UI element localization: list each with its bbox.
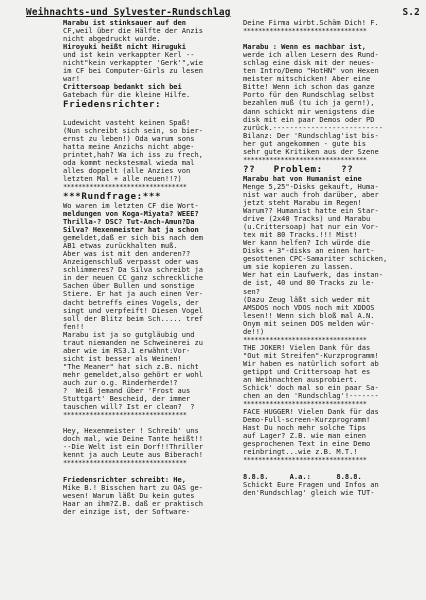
left-text-line: fen!!: [63, 321, 85, 331]
right-text-line: Disks + 3"-disks an einen hart-: [243, 246, 375, 256]
left-text-line: ernst zu leben!) Oda warum sons: [63, 133, 195, 143]
right-text-line: bezahlen muß (tu ich ja gern!),: [243, 98, 375, 108]
left-text-line: und ist kein verkappter Kerl --: [63, 50, 195, 60]
right-text-line: Porto für den Rundschlag selbst: [243, 90, 375, 100]
right-text-line: THE JOKER! Vielen Dank für das: [243, 342, 371, 352]
right-text-line: gesprochenen Text in eine Demo: [243, 439, 371, 449]
right-text-line: Deine Firma wirbt.Schäm Dich! F.: [243, 19, 379, 27]
left-text-line: letzten Mal + alle neuen!!?): [63, 173, 182, 183]
right-text-line: meister mitschicken! Aber eine: [243, 74, 371, 84]
left-text-line: Sachen über Bullen und sonstige: [63, 281, 195, 291]
page-title: Weihnachts-und Sylvester-Rundschlag: [26, 7, 231, 18]
left-text-line: (Nun schreibt sich sein, so bier-: [63, 125, 204, 135]
right-text-line: Demo-Full-screen-Kurzprogramm!: [243, 415, 371, 425]
right-text-line: her gut angekommen - gute bis: [243, 138, 367, 148]
separator-line: *********************************: [243, 456, 367, 465]
separator-line: *********************************: [243, 27, 367, 36]
separator-line: *********************************: [243, 400, 367, 409]
right-text-line: reinbringt...wie z.B. M.T.!: [243, 447, 358, 457]
right-text-line: jetzt steht Marabu im Regen!: [243, 197, 362, 207]
separator-line: *********************************: [63, 411, 187, 420]
left-text-line: Wo waren im letzten CF die Wort-: [63, 200, 199, 210]
left-text-line: Thrilla-? DSC? Tut-Anch-Amun?Da: [63, 217, 195, 227]
left-text-line: nicht"kein verkappter 'Gerk'",wie: [63, 58, 204, 68]
left-text-line: Aber was ist mit den anderen??: [63, 249, 191, 259]
section-heading: ***Rundfrage:***: [63, 190, 162, 202]
left-text-line: wesen! Warum läßt Du kein gutes: [63, 490, 195, 500]
left-text-line: Stuttgart' Bescheid, der immer: [63, 394, 191, 404]
right-text-line: (Dazu Zeug läßt sich weder mit: [243, 294, 371, 304]
right-text-line: Schickt Eure Fragen und Infos an: [243, 479, 379, 489]
separator-line: *********************************: [63, 459, 187, 468]
right-text-line: Marabu hat von Humanist eine: [243, 173, 362, 183]
right-text-line: de!!): [243, 326, 265, 336]
right-text-line: Menge 5,25"-Disks gekauft, Huma-: [243, 181, 379, 191]
left-text-line: singt und verpfeift! Diesen Vogel: [63, 305, 204, 315]
left-text-line: mehr gemeldet,also gehört er wohl: [63, 369, 204, 379]
left-text-line: Gatebach für die kleine Hilfe.: [63, 90, 191, 100]
left-text-line: AB1 etwas zurückhalten muß.: [63, 241, 178, 251]
right-text-line: (u.Crittersoap) hat nur ein Vor-: [243, 222, 379, 232]
left-text-line: nicht abgedruckt wurde.: [63, 34, 161, 44]
left-column: [63, 19, 235, 597]
left-text-line: CF,weil über die Hälfte der Anzis: [63, 26, 204, 36]
right-text-line: "Out mit Streifen"-Kurzprogramm!: [243, 350, 379, 360]
left-text-line: oda kommt neckstesmal wieda mal: [63, 157, 195, 167]
separator-line: *********************************: [243, 155, 367, 164]
right-text-line: Wer kann helfen? Ich würde die: [243, 238, 371, 248]
left-text-line: alles doppelt (alle Anzies von: [63, 165, 191, 175]
right-text-line: werde ich allen Lesern des Rund-: [243, 50, 379, 60]
left-text-line: Hiroyuki heißt nicht Hiruguki: [63, 42, 187, 52]
right-text-line: drive (2x40 Tracks) und Marabu: [243, 214, 371, 224]
separator-line: *********************************: [63, 182, 187, 191]
right-text-line: gesottenen CPC-Samariter schicken,: [243, 254, 388, 264]
left-text-line: Friedensrichter schreibt: He,: [63, 474, 187, 484]
right-text-line: tex mit 80 Tracks.!!! Mist!: [243, 230, 358, 240]
right-column: [243, 19, 417, 597]
left-text-line: Marabu ist stinksauer auf den: [63, 19, 187, 27]
right-text-line: getippt und Crittersoap hat es: [243, 366, 371, 376]
right-text-line: Warum?? Humanist hatte ein Star-: [243, 206, 379, 216]
right-text-line: Wer hat ein Laufwerk, das instan-: [243, 270, 384, 280]
right-text-line: nist war auch froh darüber, aber: [243, 189, 379, 199]
right-text-line: Schick' doch mal so ein paar Sa-: [243, 383, 379, 393]
left-text-line: kennt ja auch Leute aus Biberach!: [63, 450, 204, 460]
right-text-line: 8.8.8. A.a.: 8.8.8.: [243, 471, 362, 481]
right-text-line: FACE HUGGER! Vielen Dank für das: [243, 407, 379, 417]
right-text-line: den'Rundschlag' gleich wie TUT-: [243, 487, 375, 497]
right-text-line: Onym mit seinen DOS melden wür-: [243, 318, 375, 328]
left-text-line: auch zur o.g. Rinderherde!?: [63, 377, 178, 387]
left-text-line: meldungen von Koga-Miyata? WEEE?: [63, 208, 199, 218]
left-text-line: Hey, Hexenmeister ! Schreib' uns: [63, 426, 199, 436]
right-text-line: sehr gute Kritiken aus der Szene: [243, 146, 379, 156]
right-text-line: Bitte! Wenn ich schon das ganze: [243, 82, 375, 92]
left-text-line: sicht ist besser als Weinen!: [63, 353, 182, 363]
left-text-line: --Die Welt ist ein Dorf!!Thriller: [63, 442, 204, 452]
page-number: S.2: [402, 7, 420, 18]
right-text-line: Wir haben es natürlich sofort ab: [243, 358, 379, 368]
left-text-line: hatta meine Anzichs nicht abge-: [63, 141, 195, 151]
right-text-line: Bilanz: Der 'Rundschlag'ist bis-: [243, 130, 379, 140]
left-text-line: Mike B.! Bisschen hart zu OAS ge-: [63, 482, 204, 492]
right-text-line: an Weihnachten ausprobiert.: [243, 375, 358, 385]
right-text-line: sen?: [243, 286, 260, 296]
separator-line: *********************************: [243, 335, 367, 344]
left-text-line: traut niemanden ne Schweinerei zu: [63, 337, 204, 347]
right-text-line: de ist, 40 und 80 Tracks zu le-: [243, 278, 375, 288]
right-text-line: dann schickt mir wenigstens die: [243, 106, 375, 116]
right-text-line: Marabu : Wenn es machbar ist,: [243, 42, 367, 52]
right-text-line: zurück.--------------------------: [243, 122, 384, 132]
section-heading: ?? Problem: ??: [243, 163, 354, 175]
left-text-line: printet,hah? Wa ich iss zu frech,: [63, 149, 204, 159]
left-text-line: der einzige ist, der Software-: [63, 506, 191, 516]
right-text-line: lesen!! Wenn sich bloß mal A.N.: [243, 310, 375, 320]
right-text-line: um sie kopieren zu lassen.: [243, 262, 354, 272]
right-text-line: auf Lager? Z.B. wie man einen: [243, 431, 367, 441]
right-text-line: schlag eine disk mit der neues-: [243, 58, 375, 68]
right-text-line: ten Intro/Demo "HotHN" von Hexen: [243, 66, 379, 76]
section-heading: Friedensrichter:: [63, 99, 162, 111]
left-text-line: Marabu ist ja so gutgläubig und: [63, 329, 195, 339]
right-text-line: Hast Du noch mehr solche Tips: [243, 423, 367, 433]
left-text-line: war!: [63, 74, 80, 84]
left-text-line: Silva? Hexenmeister hat ja schon: [63, 225, 199, 235]
right-text-line: disk mit ein paar Demos oder PD: [243, 114, 375, 124]
left-text-line: gemeldet,daß er sich bis nach dem: [63, 233, 204, 243]
left-text-line: schlimmeres? Da Silva schreibt ja: [63, 265, 204, 275]
left-text-line: tauschen will? Ist er clean? ?: [63, 402, 195, 412]
left-text-line: "The Meaner" hat sich z.B. nicht: [63, 361, 199, 371]
left-text-line: doch mal, wie Deine Tante heißt!!: [63, 434, 204, 444]
left-text-line: Ludewicht vasteht keinen Spaß!: [63, 117, 191, 127]
left-text-line: Stiere. Er hat ja auch einen Ver-: [63, 289, 204, 299]
right-text-line: chen an den 'Rundschlag'!-------: [243, 391, 379, 401]
left-text-line: im CF bei Computer-Girls zu lesen: [63, 66, 204, 76]
left-text-line: Haar an ihm?Z.B. daß er praktisch: [63, 498, 204, 508]
left-text-line: soll der Blitz beim Sch..... tref: [63, 313, 204, 323]
left-text-line: ? Weiß jemand über 'Frost aus: [63, 386, 191, 396]
left-text-line: Anzeigenschluß verpasst oder was: [63, 257, 199, 267]
left-text-line: dacht betreffs eines Vogels, der: [63, 297, 199, 307]
left-text-line: aber wie im RS3.1 erwähnt:Vor-: [63, 345, 191, 355]
right-text-line: AMSDOS noch VDOS noch mit XDDOS: [243, 302, 375, 312]
left-text-line: Crittersoap bedankt sich bei: [63, 82, 182, 92]
left-text-line: in der neuen CC ganz schreckliche: [63, 273, 204, 283]
